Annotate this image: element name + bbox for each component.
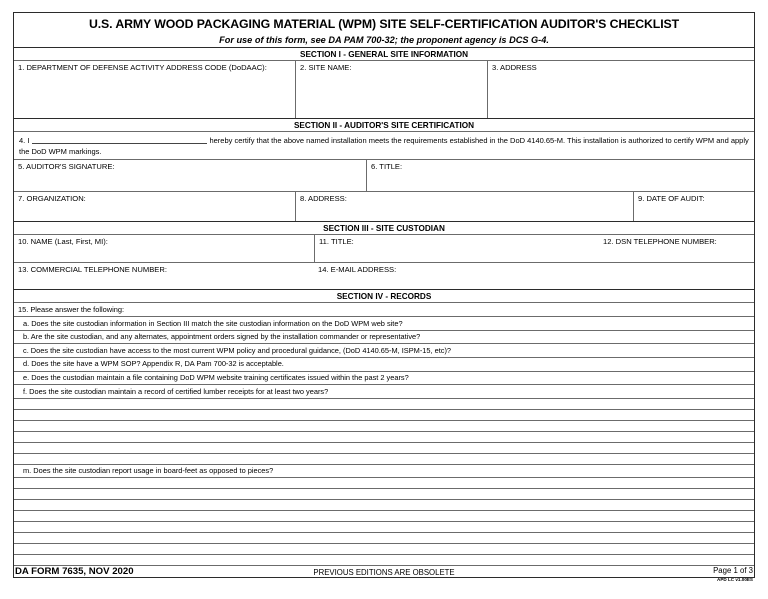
- records-question-row[interactable]: [14, 399, 754, 410]
- records-question-row[interactable]: [14, 421, 754, 432]
- records-question-row[interactable]: [14, 410, 754, 421]
- records-question-row[interactable]: a. Does the site custodian information in Section III match the site custodian information on the DoD WPM web site?: [14, 317, 754, 331]
- footer-form-id: DA FORM 7635, NOV 2020: [15, 566, 134, 577]
- field-site-name-label: 2. SITE NAME:: [300, 62, 352, 72]
- form-footer: [13, 566, 755, 594]
- records-question-row[interactable]: [14, 454, 754, 465]
- field-email-address[interactable]: [314, 263, 754, 289]
- section-3-row-contact: [14, 263, 754, 290]
- certification-name-input[interactable]: [32, 135, 207, 144]
- records-question-row[interactable]: [14, 511, 754, 522]
- field-custodian-name[interactable]: [14, 235, 314, 262]
- records-question-row[interactable]: m. Does the site custodian report usage in board-feet as opposed to pieces?: [14, 465, 754, 479]
- field-date-of-audit-label: 9. DATE OF AUDIT:: [638, 193, 705, 203]
- certification-prefix: 4. I: [19, 135, 30, 145]
- footer-revision-code: APD LC v1.00ES: [717, 577, 753, 582]
- records-question-row[interactable]: [14, 489, 754, 500]
- records-question-row[interactable]: [14, 432, 754, 443]
- records-question-row[interactable]: [14, 522, 754, 533]
- field-dsn-telephone-label: 12. DSN TELEPHONE NUMBER:: [603, 236, 717, 246]
- records-question-row[interactable]: e. Does the custodian maintain a file containing DoD WPM website training certificates issued within the past 2 years?: [14, 372, 754, 386]
- records-question-row[interactable]: b. Are the site custodian, and any alternates, appointment orders signed by the installation commander or representative?: [14, 331, 754, 345]
- field-custodian-title[interactable]: [314, 235, 599, 262]
- field-auditor-signature[interactable]: [14, 160, 366, 191]
- field-commercial-telephone-label: 13. COMMERCIAL TELEPHONE NUMBER:: [18, 264, 167, 274]
- records-question-row[interactable]: [14, 533, 754, 544]
- field-dodaac[interactable]: [14, 61, 295, 118]
- section-2-row-organization: [14, 192, 754, 222]
- form-subtitle: For use of this form, see DA PAM 700-32; the proponent agency is DCS G-4.: [14, 35, 754, 49]
- section-3-header: SECTION III - SITE CUSTODIAN: [14, 222, 754, 235]
- field-auditor-signature-label: 5. AUDITOR'S SIGNATURE:: [18, 161, 115, 171]
- records-intro: 15. Please answer the following:: [14, 303, 754, 317]
- field-custodian-name-label: 10. NAME (Last, First, MI):: [18, 236, 108, 246]
- section-2-row-signature: [14, 160, 754, 192]
- records-question-row[interactable]: [14, 443, 754, 454]
- records-question-list: [14, 317, 754, 577]
- field-organization-label: 7. ORGANIZATION:: [18, 193, 86, 203]
- field-custodian-title-label: 11. TITLE:: [319, 236, 354, 246]
- section-4-header: SECTION IV - RECORDS: [14, 290, 754, 303]
- field-date-of-audit[interactable]: [633, 192, 754, 221]
- section-1-header: SECTION I - GENERAL SITE INFORMATION: [14, 48, 754, 61]
- records-question-row[interactable]: d. Does the site have a WPM SOP? Appendix R, DA Pam 700-32 is acceptable.: [14, 358, 754, 372]
- field-address-label: 3. ADDRESS: [492, 62, 537, 72]
- field-auditor-address-label: 8. ADDRESS:: [300, 193, 347, 203]
- records-question-row[interactable]: f. Does the site custodian maintain a record of certified lumber receipts for at least two years?: [14, 385, 754, 399]
- page-title: U.S. ARMY WOOD PACKAGING MATERIAL (WPM) SITE SELF-CERTIFICATION AUDITOR'S CHECKLIST: [88, 17, 680, 31]
- form-body: [13, 12, 755, 578]
- field-auditor-title[interactable]: [366, 160, 754, 191]
- records-question-row[interactable]: [14, 478, 754, 489]
- certification-body: hereby certify that the above named installation meets the requirements established in the DoD 4140.65-M. This installation is authorized to certify WPM and apply the DoD WPM markings.: [19, 135, 749, 156]
- field-auditor-address[interactable]: [295, 192, 633, 221]
- section-2-header: SECTION II - AUDITOR'S SITE CERTIFICATION: [14, 119, 754, 132]
- section-1-row: [14, 61, 754, 119]
- footer-page-number: Page 1 of 3: [713, 566, 753, 575]
- certification-statement: [14, 132, 754, 160]
- footer-editions-notice: PREVIOUS EDITIONS ARE OBSOLETE: [313, 568, 455, 577]
- field-address[interactable]: [487, 61, 754, 118]
- field-site-name[interactable]: [295, 61, 487, 118]
- records-question-row[interactable]: c. Does the site custodian have access to the most current WPM policy and procedural guidance, (DoD 4140.65-M, ISPM-15, etc)?: [14, 344, 754, 358]
- field-dodaac-label: 1. DEPARTMENT OF DEFENSE ACTIVITY ADDRESS CODE (DoDAAC):: [18, 62, 267, 72]
- field-dsn-telephone[interactable]: [599, 235, 754, 262]
- field-commercial-telephone[interactable]: [14, 263, 314, 289]
- field-auditor-title-label: 6. TITLE:: [371, 161, 403, 171]
- field-organization[interactable]: [14, 192, 295, 221]
- records-question-row[interactable]: [14, 544, 754, 555]
- field-email-address-label: 14. E-MAIL ADDRESS:: [318, 264, 397, 274]
- records-question-row[interactable]: [14, 555, 754, 566]
- records-question-row[interactable]: [14, 500, 754, 511]
- section-3-row-name: [14, 235, 754, 263]
